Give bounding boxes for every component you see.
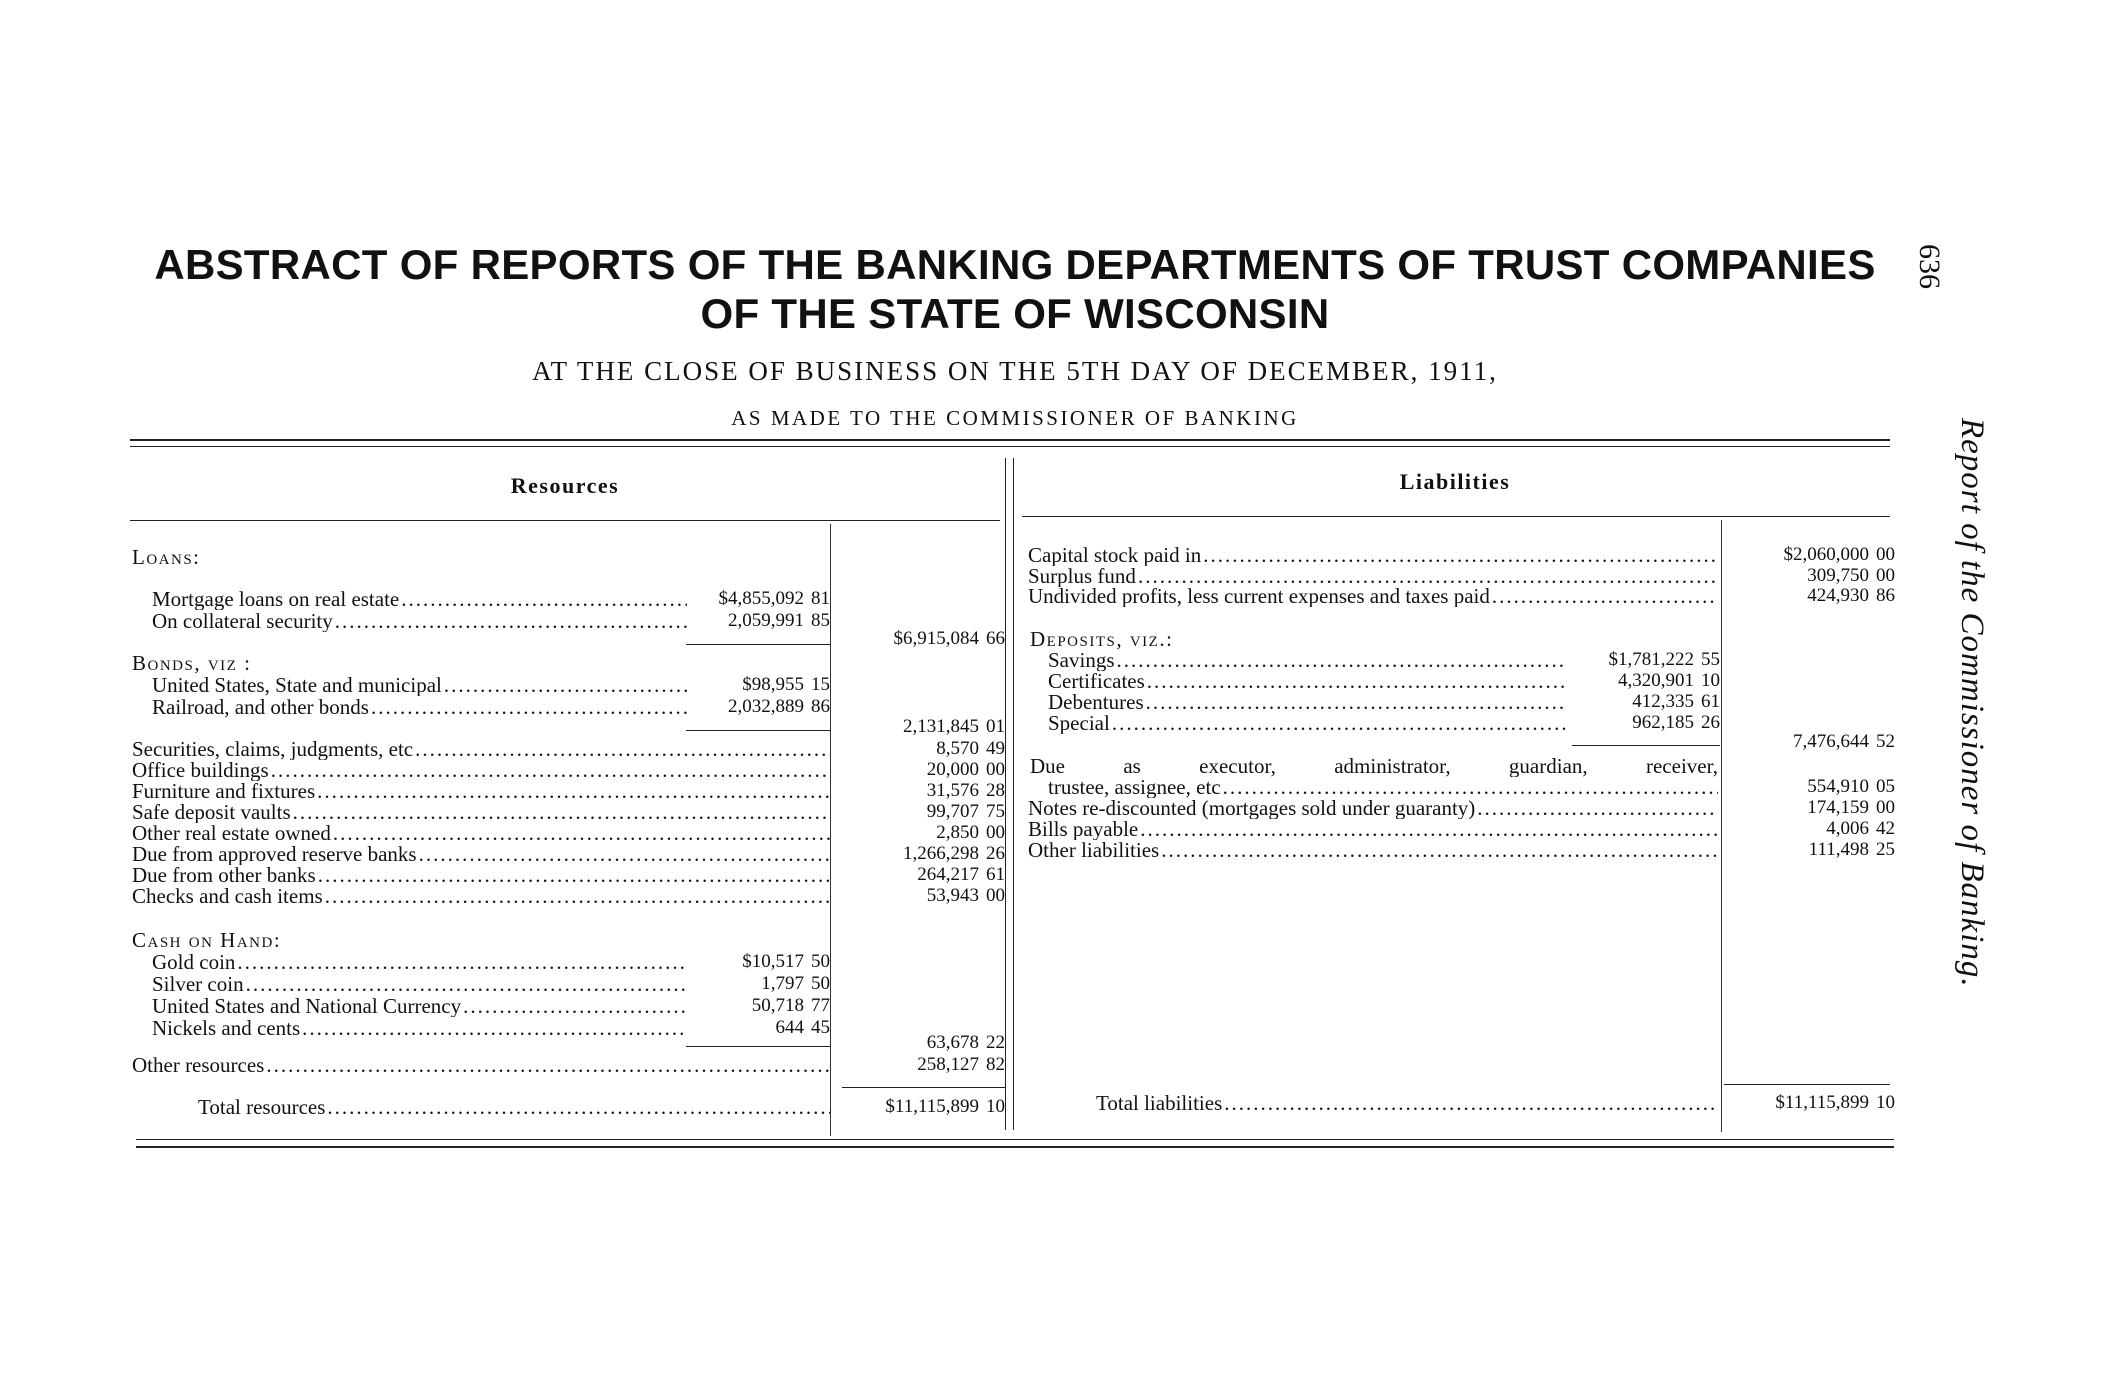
liability-amount: 309,750 00 — [1807, 565, 1895, 586]
resource-line: United States and National Currency ..... — [152, 995, 687, 1017]
total-liabilities-line: Total liabilities ..... — [1096, 1092, 1718, 1114]
resource-amount: 2,032,889 86 — [728, 696, 830, 717]
total-rule — [842, 1087, 1005, 1088]
bonds-total: 2,131,845 01 — [903, 716, 1005, 737]
resource-amount: 99,707 75 — [926, 801, 1005, 822]
resource-amount: 2,850 00 — [936, 822, 1005, 843]
liability-line: trustee, assignee, etc ..... — [1048, 776, 1718, 798]
resource-amount: 1,266,298 26 — [903, 843, 1005, 864]
total-liabilities-amount: $11,115,899 10 — [1775, 1092, 1895, 1113]
liability-line: Undivided profits, less current expenses and taxes paid ..... — [1028, 585, 1718, 607]
liability-line: Special ..... — [1048, 712, 1566, 734]
page-number: 636 — [1913, 244, 1946, 289]
resource-amount: $10,517 50 — [742, 951, 830, 972]
resource-line: Silver coin ..... — [152, 973, 687, 995]
resource-amount: 31,576 28 — [926, 780, 1005, 801]
liability-amount: $2,060,000 00 — [1783, 544, 1895, 565]
cash-total: 63,678 22 — [926, 1032, 1005, 1053]
resource-amount: 53,943 00 — [926, 885, 1005, 906]
resource-amount: $4,855,092 81 — [718, 588, 830, 609]
liability-amount: 412,335 61 — [1632, 691, 1720, 712]
resource-line: United States, State and municipal ..... — [152, 674, 687, 696]
deposits-total: 7,476,644 52 — [1793, 731, 1895, 752]
subtotal-rule — [686, 644, 830, 645]
total-resources-amount: $11,115,899 10 — [885, 1096, 1005, 1117]
resource-amount: 644 45 — [775, 1017, 830, 1038]
liability-line: Certificates ..... — [1048, 670, 1566, 692]
subtotal-rule — [686, 1046, 830, 1047]
resource-amount: 50,718 77 — [751, 995, 830, 1016]
resource-line: Railroad, and other bonds ..... — [152, 696, 687, 718]
liability-amount: 4,320,901 10 — [1618, 670, 1720, 691]
document-title-line-1: ABSTRACT OF REPORTS OF THE BANKING DEPARTMENTS OF TRUST COMPANIES — [154, 241, 1876, 288]
resource-line: Gold coin ..... — [152, 951, 687, 973]
loans-section-label: Loans: — [132, 545, 201, 569]
resource-line: Other real estate owned ..... — [132, 822, 830, 844]
liability-line: Capital stock paid in ..... — [1028, 544, 1718, 566]
resource-line: Safe deposit vaults ..... — [132, 801, 830, 823]
resources-column-rule — [830, 524, 831, 1136]
resources-heading-rule — [130, 520, 1000, 521]
resource-line: Securities, claims, judgments, etc ..... — [132, 738, 830, 760]
liability-line: Surplus fund ..... — [1028, 565, 1718, 587]
subtotal-rule — [1572, 745, 1720, 746]
resource-amount: $98,955 15 — [742, 674, 830, 695]
document-subtitle-date: AT THE CLOSE OF BUSINESS ON THE 5TH DAY OF DECEMBER, 1911, — [532, 356, 1498, 386]
center-divider-inner — [1013, 458, 1014, 1130]
liability-amount: 174,159 00 — [1807, 797, 1895, 818]
resources-heading: Resources — [510, 473, 620, 498]
bottom-rule-inner — [136, 1139, 1894, 1140]
liabilities-column-rule — [1721, 520, 1722, 1132]
liability-amount: $1,781,222 55 — [1608, 649, 1720, 670]
subtotal-rule — [686, 730, 830, 731]
liability-line: Debentures ..... — [1048, 691, 1566, 713]
liability-line: Bills payable ..... — [1028, 818, 1718, 840]
deposits-section-label: Deposits, viz.: — [1030, 627, 1174, 651]
loans-total: $6,915,084 66 — [893, 628, 1005, 649]
liability-amount: 424,930 86 — [1807, 585, 1895, 606]
bottom-rule — [136, 1146, 1894, 1148]
top-rule — [130, 439, 1890, 441]
running-title: Report of the Commissioner of Banking. — [1954, 418, 1990, 988]
liability-amount: 554,910 05 — [1807, 776, 1895, 797]
other-resources-amount: 258,127 82 — [917, 1054, 1005, 1075]
resource-amount: 20,000 00 — [926, 759, 1005, 780]
resource-amount: 8,570 49 — [936, 738, 1005, 759]
resource-line: Nickels and cents ..... — [152, 1017, 687, 1039]
liability-amount: 111,498 25 — [1808, 839, 1895, 860]
bonds-section-label: Bonds, viz : — [132, 651, 252, 675]
total-rule — [1724, 1084, 1890, 1085]
resource-line: Office buildings ..... — [132, 759, 830, 781]
liability-amount: 4,006 42 — [1826, 818, 1895, 839]
resource-amount: 2,059,991 85 — [728, 610, 830, 631]
resource-line: Due from other banks ..... — [132, 864, 830, 886]
executor-line-1: Due as executor, administrator, guardian, receiver, — [1030, 755, 1718, 777]
total-resources-line: Total resources ..... — [198, 1096, 830, 1118]
resource-amount: 264,217 61 — [917, 864, 1005, 885]
resource-line: Due from approved reserve banks ..... — [132, 843, 830, 865]
liabilities-heading-rule — [1022, 516, 1890, 517]
liability-line: Other liabilities ..... — [1028, 839, 1718, 861]
liability-line: Savings ..... — [1048, 649, 1566, 671]
resource-line: Furniture and fixtures ..... — [132, 780, 830, 802]
liability-amount: 962,185 26 — [1632, 712, 1720, 733]
resource-line: Other resources ..... — [132, 1054, 830, 1076]
document-title-line-2: OF THE STATE OF WISCONSIN — [700, 290, 1330, 337]
document-subtitle-made-to: AS MADE TO THE COMMISSIONER OF BANKING — [731, 406, 1299, 430]
resource-line: Mortgage loans on real estate ..... — [152, 588, 687, 610]
top-rule-inner — [130, 446, 1890, 447]
center-divider — [1005, 458, 1006, 1130]
liability-line: Notes re-discounted (mortgages sold under guaranty) ..... — [1028, 797, 1718, 819]
cash-section-label: Cash on Hand: — [132, 928, 282, 952]
liabilities-heading: Liabilities — [1399, 469, 1511, 494]
resource-amount: 1,797 50 — [761, 973, 830, 994]
resource-line: Checks and cash items ..... — [132, 885, 830, 907]
resource-line: On collateral security ..... — [152, 610, 687, 632]
